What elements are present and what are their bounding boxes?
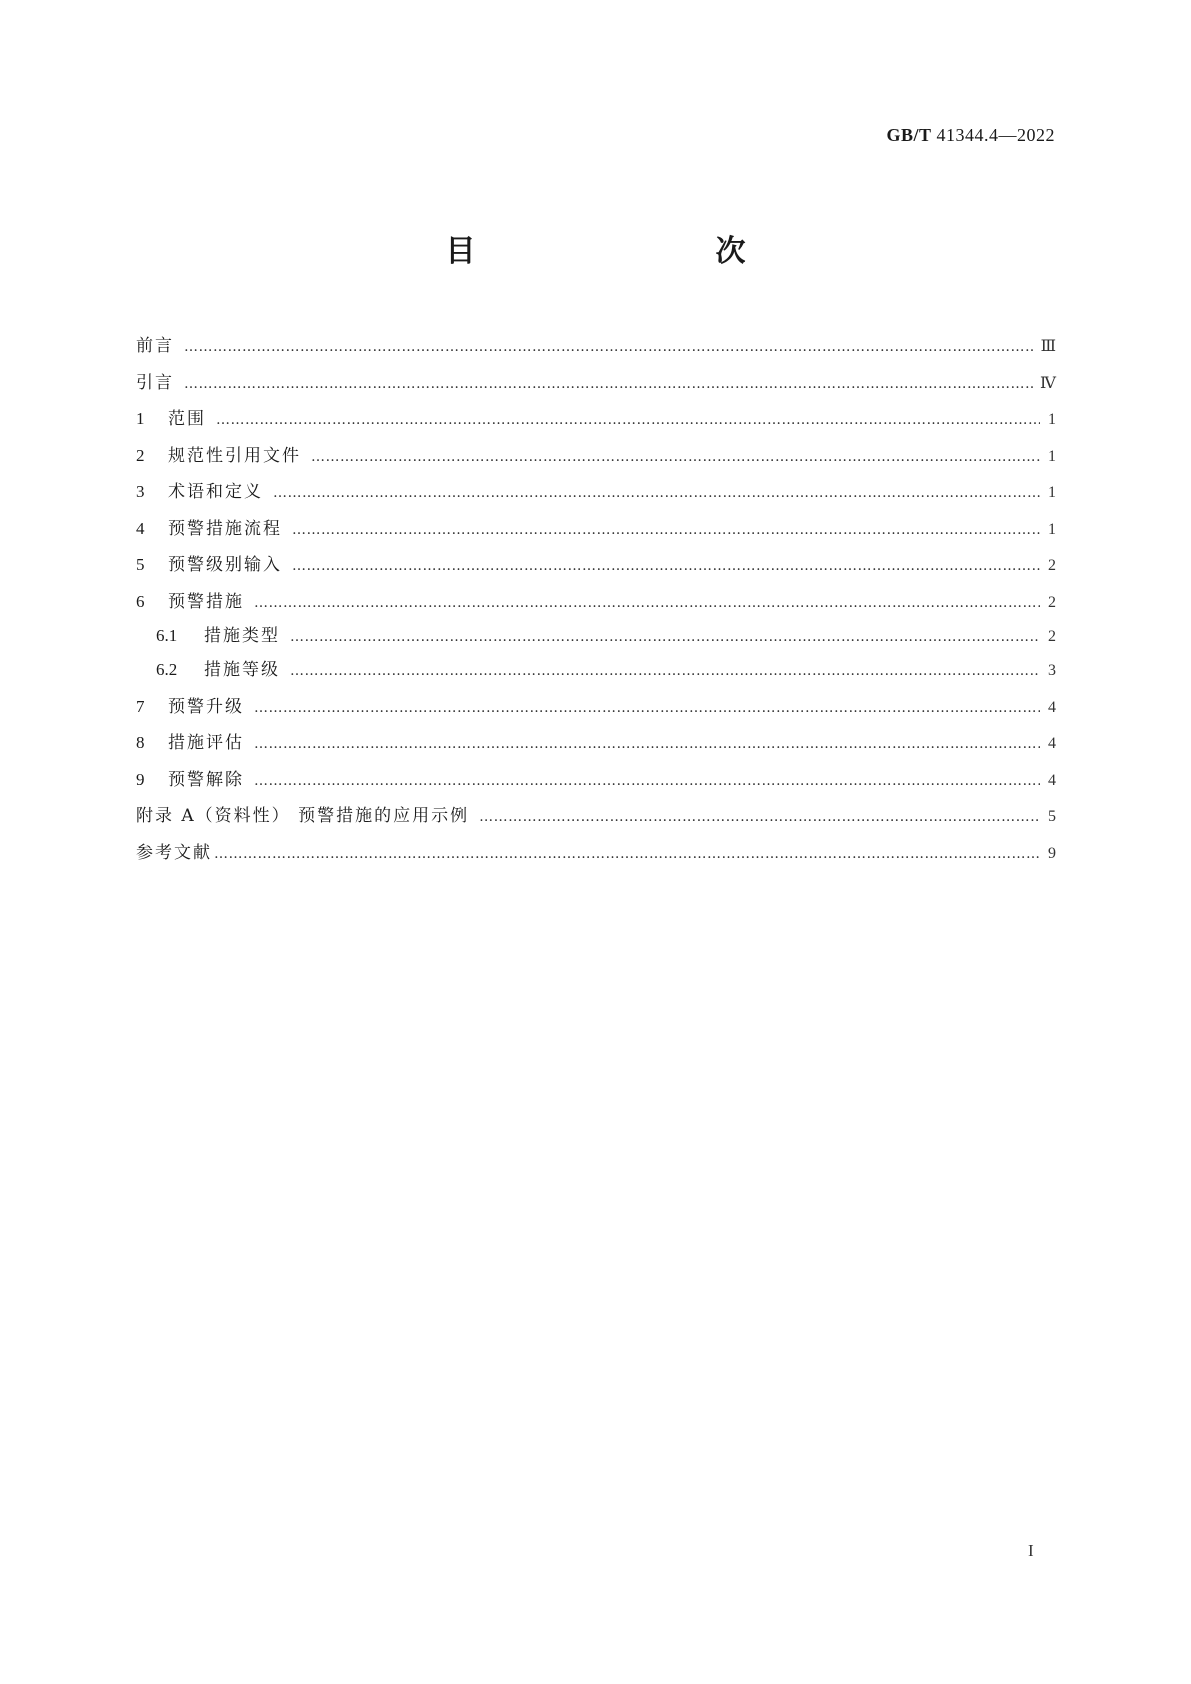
toc-entry-label: 预警措施流程 xyxy=(168,518,282,539)
toc-entry-bibliography[interactable] xyxy=(136,835,1056,872)
toc-entry-label: 参考文献 xyxy=(136,842,212,863)
toc-entry-page: 1 xyxy=(1048,484,1056,501)
toc-entry-page: 1 xyxy=(1048,447,1056,465)
page-number: I xyxy=(1028,1541,1034,1560)
toc-entry-page: 1 xyxy=(1048,411,1056,428)
toc-title: 目 次 xyxy=(445,234,806,269)
toc-leader-dots xyxy=(254,726,1040,762)
toc-entry-2[interactable] xyxy=(136,438,1056,475)
toc-entry-page: Ⅲ xyxy=(1040,338,1056,355)
toc-leader-dots xyxy=(216,402,1040,438)
standard-code: 41344.4—2022 xyxy=(936,125,1055,145)
toc-entry-label: 措施评估 xyxy=(168,733,244,753)
toc-entry-page: 1 xyxy=(1048,520,1056,538)
toc-entry-page: 2 xyxy=(1048,593,1056,611)
toc-entry-label: 预警措施 xyxy=(168,591,244,612)
toc-entry-label: 预警解除 xyxy=(168,769,244,790)
toc-entry-label: 前言 xyxy=(136,336,174,356)
standard-prefix: GB/T xyxy=(886,125,932,145)
toc-entry-page: 4 xyxy=(1048,735,1056,752)
toc-leader-dots xyxy=(479,799,1040,835)
toc-entry-number: 3 xyxy=(136,482,145,501)
toc-leader-dots xyxy=(254,690,1040,726)
toc-leader-dots xyxy=(311,439,1040,475)
toc-entry-8[interactable] xyxy=(136,725,1056,762)
standard-number xyxy=(886,125,1055,146)
toc-entry-number: 5 xyxy=(136,555,145,574)
toc-entry-1[interactable] xyxy=(136,401,1056,438)
toc-leader-dots xyxy=(292,548,1040,584)
toc-entry-preface[interactable] xyxy=(136,328,1056,365)
toc-entry-number: 8 xyxy=(136,733,145,752)
toc-entry-page: 4 xyxy=(1048,771,1056,789)
toc-leader-dots xyxy=(273,475,1040,511)
toc-entry-number: 1 xyxy=(136,409,145,428)
toc-entry-introduction[interactable] xyxy=(136,365,1056,402)
toc-leader-dots xyxy=(254,763,1040,799)
toc-entry-4[interactable] xyxy=(136,511,1056,548)
toc-entry-label: 措施类型 xyxy=(204,626,280,646)
toc-entry-page: Ⅳ xyxy=(1040,374,1056,392)
toc-entry-6[interactable] xyxy=(136,584,1056,621)
toc-entry-page: 2 xyxy=(1048,557,1056,574)
toc-entry-page: 4 xyxy=(1048,698,1056,716)
toc-entry-number: 7 xyxy=(136,696,145,716)
toc-entry-label: 术语和定义 xyxy=(168,482,263,502)
toc-leader-dots xyxy=(290,653,1040,689)
toc-entry-label: 措施等级 xyxy=(204,660,280,680)
toc-leader-dots xyxy=(214,836,1040,872)
toc-entry-number: 9 xyxy=(136,769,145,789)
toc-entry-number: 6.2 xyxy=(156,660,178,679)
toc-entry-7[interactable] xyxy=(136,689,1056,726)
toc-entry-3[interactable] xyxy=(136,474,1056,511)
toc-entry-label: 引言 xyxy=(136,372,174,393)
toc-leader-dots xyxy=(290,621,1040,653)
table-of-contents xyxy=(136,328,1056,871)
toc-entry-label: 规范性引用文件 xyxy=(168,445,301,466)
toc-entry-label: 附录 A（资料性） 预警措施的应用示例 xyxy=(136,806,470,826)
toc-entry-label: 预警级别输入 xyxy=(168,555,282,575)
toc-entry-6-2[interactable] xyxy=(136,652,1056,689)
toc-leader-dots xyxy=(292,512,1040,548)
toc-entry-label: 预警升级 xyxy=(168,696,244,717)
toc-entry-page: 2 xyxy=(1048,628,1056,645)
toc-entry-number: 6.1 xyxy=(156,626,178,645)
toc-entry-number: 4 xyxy=(136,518,145,538)
toc-entry-number: 6 xyxy=(136,591,145,611)
toc-leader-dots xyxy=(254,585,1040,621)
toc-entry-number: 2 xyxy=(136,445,145,465)
toc-entry-5[interactable] xyxy=(136,547,1056,584)
toc-entry-annex-a[interactable] xyxy=(136,798,1056,835)
toc-leader-dots xyxy=(184,329,1035,365)
toc-entry-page: 5 xyxy=(1048,808,1056,825)
toc-leader-dots xyxy=(184,366,1034,402)
toc-entry-6-1[interactable] xyxy=(136,620,1056,652)
toc-entry-9[interactable] xyxy=(136,762,1056,799)
toc-entry-page: 3 xyxy=(1048,662,1056,679)
toc-entry-page: 9 xyxy=(1048,844,1056,862)
toc-entry-label: 范围 xyxy=(168,409,206,429)
